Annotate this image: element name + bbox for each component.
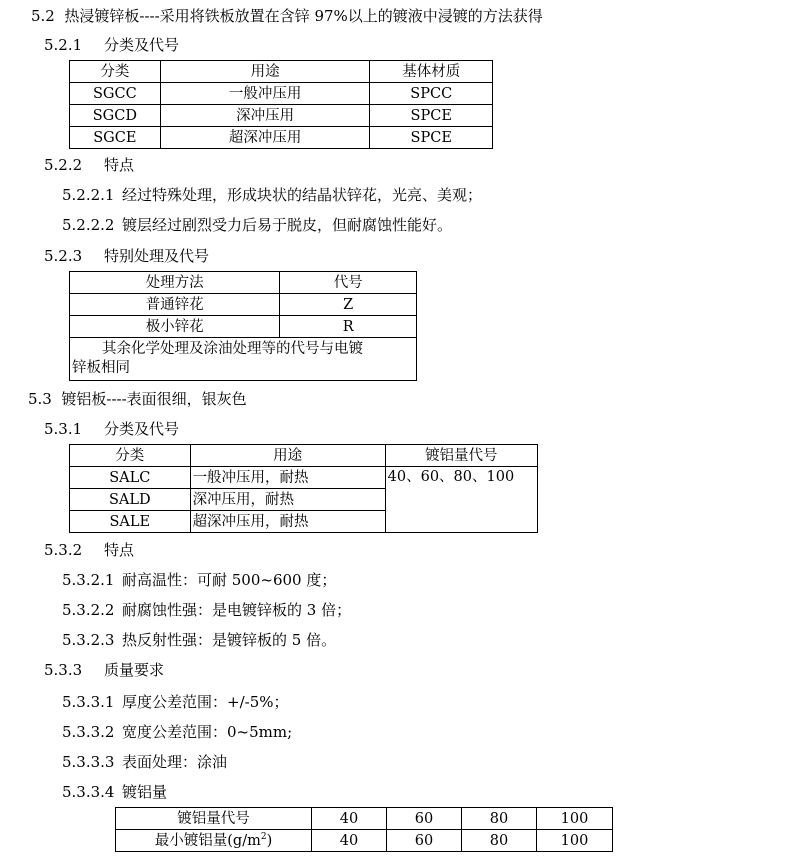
table-row bbox=[70, 105, 493, 127]
table-cell: SPCC bbox=[370, 83, 493, 105]
table-cell: 超深冲压用，耐热 bbox=[190, 511, 385, 533]
section-title: 特点 bbox=[104, 541, 135, 559]
table-cell: SPCE bbox=[370, 127, 493, 149]
section-title: 分类及代号 bbox=[104, 36, 180, 54]
table-cell: Z bbox=[280, 294, 417, 316]
table-row bbox=[70, 83, 493, 105]
table-cell: 100 bbox=[537, 808, 613, 830]
section-number: 5.2.1 bbox=[44, 36, 83, 54]
item-5-2-2-2 bbox=[62, 215, 452, 235]
section-5-3-heading bbox=[28, 389, 247, 409]
item-5-3-2-2 bbox=[62, 600, 351, 620]
table-cell: 深冲压用 bbox=[160, 105, 370, 127]
aluminum-classification-table bbox=[69, 444, 538, 533]
item-text: 镀铝量 bbox=[122, 783, 168, 801]
table-row bbox=[70, 316, 417, 338]
section-5-2-1-heading bbox=[44, 35, 179, 55]
table-cell: SPCE bbox=[370, 105, 493, 127]
table-note-cell bbox=[70, 338, 417, 381]
table-cell: SALD bbox=[70, 489, 191, 511]
item-number: 5.3.3.3 bbox=[62, 753, 115, 771]
item-number: 5.3.3.1 bbox=[62, 693, 115, 711]
table-header-cell: 代号 bbox=[280, 272, 417, 294]
item-number: 5.3.2.2 bbox=[62, 601, 115, 619]
section-title: 镀铝板----表面很细，银灰色 bbox=[61, 390, 247, 408]
table-cell: 80 bbox=[462, 808, 537, 830]
item-text: 耐高温性：可耐 500~600 度； bbox=[122, 571, 337, 589]
item-text: 经过特殊处理，形成块状的结晶状锌花，光亮、美观； bbox=[122, 186, 483, 204]
code-values-cell: 40、60、80、100 bbox=[385, 467, 537, 533]
section-title: 质量要求 bbox=[104, 661, 165, 679]
table-header-row bbox=[70, 272, 417, 294]
item-5-3-2-1 bbox=[62, 570, 336, 590]
item-number: 5.3.2.3 bbox=[62, 631, 115, 649]
section-number: 5.2.3 bbox=[44, 247, 83, 265]
section-5-2-3-heading bbox=[44, 246, 209, 266]
item-5-2-2-1 bbox=[62, 185, 482, 205]
section-5-3-3-heading bbox=[44, 660, 164, 680]
item-number: 5.2.2.2 bbox=[62, 216, 115, 234]
table-row bbox=[116, 830, 613, 852]
table-cell: SGCE bbox=[70, 127, 161, 149]
table-cell: 深冲压用，耐热 bbox=[190, 489, 385, 511]
table-row bbox=[70, 338, 417, 381]
item-text: 热反射性强：是镀锌板的 5 倍。 bbox=[122, 631, 337, 649]
section-title: 特点 bbox=[104, 156, 135, 174]
table-header-cell: 处理方法 bbox=[70, 272, 280, 294]
section-number: 5.3.2 bbox=[44, 541, 83, 559]
item-number: 5.2.2.1 bbox=[62, 186, 115, 204]
table-header-row bbox=[70, 61, 493, 83]
item-5-3-3-4 bbox=[62, 782, 167, 802]
table-header-cell: 分类 bbox=[70, 61, 161, 83]
table-cell: 超深冲压用 bbox=[160, 127, 370, 149]
table-row-label: 镀铝量代号 bbox=[116, 808, 312, 830]
section-5-2-heading bbox=[31, 6, 543, 26]
item-5-3-3-2 bbox=[62, 722, 292, 742]
section-number: 5.3.3 bbox=[44, 661, 83, 679]
table-header-cell: 用途 bbox=[160, 61, 370, 83]
item-text: 镀层经过剧烈受力后易于脱皮，但耐腐蚀性能好。 bbox=[122, 216, 453, 234]
item-5-3-3-3 bbox=[62, 752, 227, 772]
table-cell: SALE bbox=[70, 511, 191, 533]
table-header-cell: 用途 bbox=[190, 445, 385, 467]
table-cell: 一般冲压用 bbox=[160, 83, 370, 105]
table-header-cell: 镀铝量代号 bbox=[385, 445, 537, 467]
section-number: 5.2.2 bbox=[44, 156, 83, 174]
table-cell: 60 bbox=[387, 830, 462, 852]
section-5-2-2-heading bbox=[44, 155, 134, 175]
table-note-line: 锌板相同 bbox=[72, 360, 130, 376]
section-number: 5.2 bbox=[31, 7, 55, 25]
table-header-row bbox=[70, 445, 538, 467]
item-number: 5.3.3.2 bbox=[62, 723, 115, 741]
item-number: 5.3.2.1 bbox=[62, 571, 115, 589]
label-text: 最小镀铝量(g/m bbox=[154, 832, 261, 849]
section-number: 5.3 bbox=[28, 390, 52, 408]
table-cell: SGCC bbox=[70, 83, 161, 105]
special-treatment-table bbox=[69, 271, 417, 381]
table-cell: 40 bbox=[312, 830, 387, 852]
item-text: 耐腐蚀性强：是电镀锌板的 3 倍； bbox=[122, 601, 352, 619]
table-cell: 80 bbox=[462, 830, 537, 852]
table-row bbox=[70, 127, 493, 149]
table-header-cell: 基体材质 bbox=[370, 61, 493, 83]
table-cell: 普通锌花 bbox=[70, 294, 280, 316]
table-cell: 100 bbox=[537, 830, 613, 852]
table-row-label bbox=[116, 830, 312, 852]
item-5-3-3-1 bbox=[62, 692, 289, 712]
table-row bbox=[116, 808, 613, 830]
item-number: 5.3.3.4 bbox=[62, 783, 115, 801]
table-row bbox=[70, 294, 417, 316]
item-text: 表面处理：涂油 bbox=[122, 753, 228, 771]
table-cell: SGCD bbox=[70, 105, 161, 127]
item-text: 厚度公差范围：+/-5%； bbox=[122, 693, 289, 711]
table-cell: 40 bbox=[312, 808, 387, 830]
table-header-cell: 分类 bbox=[70, 445, 191, 467]
section-title: 热浸镀锌板----采用将铁板放置在含锌 97%以上的镀液中浸镀的方法获得 bbox=[64, 7, 543, 25]
label-text: ) bbox=[266, 832, 273, 849]
table-cell: 60 bbox=[387, 808, 462, 830]
table-note-line: 其余化学处理及涂油处理等的代号与电镀 bbox=[102, 341, 363, 357]
section-title: 特别处理及代号 bbox=[104, 247, 210, 265]
section-title: 分类及代号 bbox=[104, 420, 180, 438]
item-5-3-2-3 bbox=[62, 630, 336, 650]
section-number: 5.3.1 bbox=[44, 420, 83, 438]
table-cell: R bbox=[280, 316, 417, 338]
table-cell: 极小锌花 bbox=[70, 316, 280, 338]
section-5-3-1-heading bbox=[44, 419, 179, 439]
table-cell: SALC bbox=[70, 467, 191, 489]
zinc-classification-table bbox=[69, 60, 493, 149]
table-row bbox=[70, 467, 538, 489]
aluminum-coating-table bbox=[115, 807, 613, 852]
superscript: 2 bbox=[260, 831, 267, 842]
item-text: 宽度公差范围：0~5mm; bbox=[122, 723, 293, 741]
table-cell: 一般冲压用，耐热 bbox=[190, 467, 385, 489]
section-5-3-2-heading bbox=[44, 540, 134, 560]
